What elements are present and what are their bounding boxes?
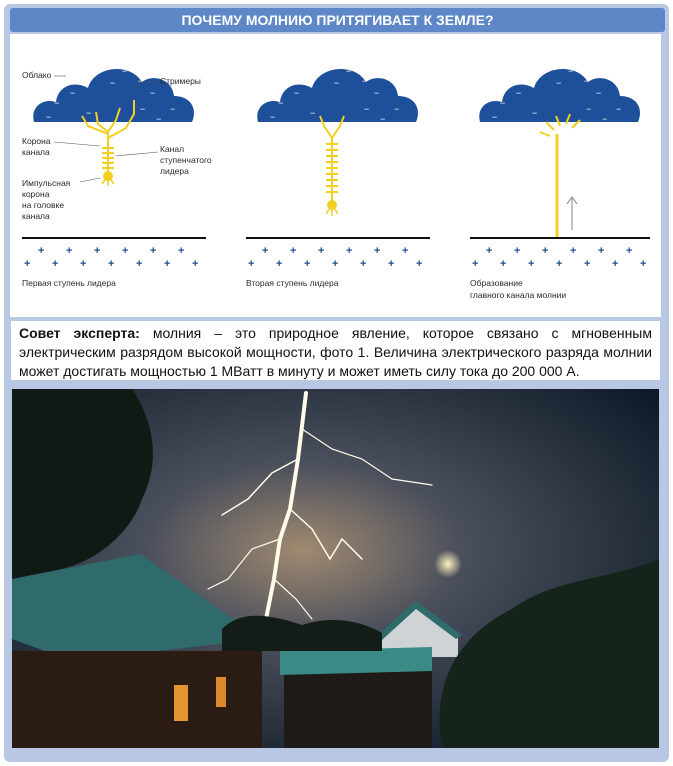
svg-text:−: −: [286, 118, 292, 128]
leader-1: [102, 144, 114, 174]
svg-text:+: +: [374, 245, 381, 257]
svg-text:+: +: [276, 258, 283, 270]
svg-text:+: +: [332, 258, 339, 270]
label-corona-2: канала: [22, 147, 50, 157]
lightning-diagram: [10, 34, 661, 317]
svg-text:−: −: [140, 104, 146, 114]
svg-text:+: +: [122, 245, 129, 257]
svg-text:+: +: [360, 258, 367, 270]
svg-text:−: −: [596, 88, 602, 98]
svg-text:+: +: [486, 245, 493, 257]
label-cloud: Облако: [22, 70, 52, 80]
stage-2-caption: Вторая ступень лидера: [246, 278, 339, 288]
svg-text:−: −: [138, 76, 144, 86]
svg-text:+: +: [164, 258, 171, 270]
label-streamers: Стримеры: [160, 76, 201, 86]
svg-text:+: +: [416, 258, 423, 270]
leader-2: [326, 138, 338, 202]
svg-text:+: +: [52, 258, 59, 270]
stage-1: [22, 66, 212, 288]
svg-text:+: +: [514, 245, 521, 257]
svg-text:−: −: [70, 88, 76, 98]
page-title: ПОЧЕМУ МОЛНИЮ ПРИТЯГИВАЕТ К ЗЕМЛЕ?: [10, 8, 665, 32]
label-stepped-1: Канал: [160, 144, 185, 154]
svg-text:+: +: [472, 258, 479, 270]
stage-3: [470, 66, 650, 300]
svg-text:−: −: [46, 112, 52, 122]
svg-text:−: −: [156, 114, 162, 124]
tip-label: Совет эксперта:: [19, 325, 140, 341]
svg-text:−: −: [310, 108, 316, 118]
svg-text:+: +: [570, 245, 577, 257]
stage-2: [246, 66, 430, 288]
svg-text:+: +: [66, 245, 73, 257]
label-corona-1: Корона: [22, 136, 51, 146]
svg-text:−: −: [364, 104, 370, 114]
label-stepped-2: ступенчатого: [160, 155, 212, 165]
cloud-3: [479, 69, 640, 122]
svg-text:−: −: [150, 88, 156, 98]
upward-arrow-icon: [567, 197, 577, 230]
ground-charges-2: [248, 245, 422, 270]
svg-text:−: −: [54, 98, 60, 108]
label-impulse-3: на головке: [22, 200, 65, 210]
svg-text:−: −: [586, 104, 592, 114]
ground-charges-1: [24, 245, 198, 270]
expert-tip: [10, 320, 661, 381]
svg-text:−: −: [362, 76, 368, 86]
svg-text:+: +: [584, 258, 591, 270]
svg-text:−: −: [86, 108, 92, 118]
stage-3-caption-2: главного канала молнии: [470, 290, 567, 300]
svg-text:−: −: [380, 114, 386, 124]
svg-text:−: −: [516, 88, 522, 98]
svg-text:+: +: [80, 258, 87, 270]
tip-text: молния – это природное явление, которое связано с мгновенным электрическим разрядом высокой мощности, фото 1. Величина электрического разряда молнии может достигать мощностью 1 МВатт в минуту и может иметь силу тока до 200 000 А.: [19, 325, 652, 379]
label-impulse-4: канала: [22, 211, 50, 221]
moon-glow: [434, 550, 462, 578]
svg-text:−: −: [616, 104, 622, 114]
svg-text:+: +: [528, 258, 535, 270]
house-window-2: [216, 677, 226, 707]
svg-text:−: −: [602, 114, 608, 124]
svg-text:+: +: [542, 245, 549, 257]
svg-text:+: +: [500, 258, 507, 270]
house-window-1: [174, 685, 188, 721]
svg-text:+: +: [318, 245, 325, 257]
svg-text:+: +: [304, 258, 311, 270]
label-stepped-3: лидера: [160, 166, 189, 176]
svg-text:−: −: [500, 98, 506, 108]
svg-text:−: −: [532, 108, 538, 118]
svg-text:+: +: [38, 245, 45, 257]
stage-3-caption-1: Образование: [470, 278, 523, 288]
svg-text:−: −: [62, 118, 68, 128]
stage-1-caption: Первая ступень лидера: [22, 278, 116, 288]
svg-text:−: −: [270, 112, 276, 122]
svg-text:−: −: [584, 76, 590, 86]
svg-text:+: +: [150, 245, 157, 257]
label-impulse-2: корона: [22, 189, 50, 199]
svg-text:+: +: [388, 258, 395, 270]
svg-text:+: +: [598, 245, 605, 257]
cloud-2: [257, 69, 418, 122]
svg-text:+: +: [248, 258, 255, 270]
svg-text:−: −: [278, 98, 284, 108]
svg-text:−: −: [568, 66, 574, 76]
svg-text:+: +: [94, 245, 101, 257]
svg-text:+: +: [24, 258, 31, 270]
svg-text:+: +: [108, 258, 115, 270]
svg-text:−: −: [110, 78, 116, 88]
svg-text:+: +: [178, 245, 185, 257]
svg-text:−: −: [170, 104, 176, 114]
svg-text:+: +: [290, 245, 297, 257]
svg-text:−: −: [334, 78, 340, 88]
shed-roof: [280, 647, 432, 675]
svg-text:−: −: [122, 66, 128, 76]
svg-text:+: +: [346, 245, 353, 257]
svg-text:+: +: [262, 245, 269, 257]
lightning-photo: [12, 389, 659, 748]
svg-text:−: −: [374, 88, 380, 98]
svg-text:−: −: [508, 118, 514, 128]
svg-text:−: −: [492, 112, 498, 122]
svg-text:+: +: [640, 258, 647, 270]
svg-text:+: +: [136, 258, 143, 270]
svg-text:−: −: [394, 104, 400, 114]
svg-text:−: −: [556, 78, 562, 88]
svg-text:−: −: [346, 66, 352, 76]
label-impulse-1: Импульсная: [22, 178, 71, 188]
svg-text:+: +: [626, 245, 633, 257]
ground-charges-3: [472, 245, 646, 270]
svg-text:+: +: [402, 245, 409, 257]
svg-text:+: +: [556, 258, 563, 270]
svg-text:+: +: [192, 258, 199, 270]
svg-text:−: −: [294, 88, 300, 98]
svg-text:+: +: [612, 258, 619, 270]
